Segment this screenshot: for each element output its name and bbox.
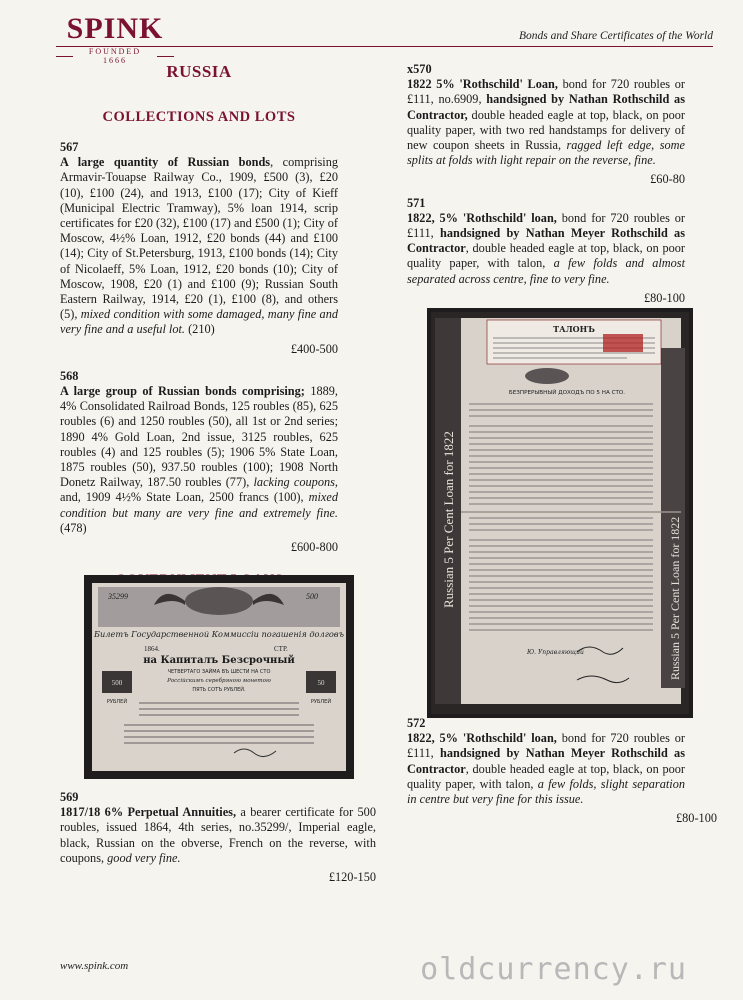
header-rule xyxy=(56,46,713,47)
cert-series: СТР. xyxy=(274,645,288,653)
lot-condition: mixed condition but many are very fine and extremely fine. xyxy=(60,490,338,520)
lot-condition: good very fine. xyxy=(107,850,181,865)
lot-count: (478) xyxy=(60,520,87,535)
lot-estimate: £400-500 xyxy=(290,341,338,356)
red-handstamp xyxy=(603,334,643,352)
lot-body: bond for 720 roubles or £111, xyxy=(407,210,685,241)
lot-estimate: £80-100 xyxy=(676,811,717,826)
denomination-word-right: РУБЛЕЙ xyxy=(310,699,332,705)
lot-571 xyxy=(407,196,685,306)
lot-570 xyxy=(407,62,685,188)
side-title-right: Russian 5 Per Cent Loan for 1822 xyxy=(668,516,682,680)
lot-572-image xyxy=(427,308,693,718)
running-head: Bonds and Share Certificates of the World xyxy=(518,30,713,42)
lot-number: x570 xyxy=(407,62,432,76)
lot-number: 567 xyxy=(60,140,79,154)
lot-body: bond for 720 roubles or £111, no.6909, xyxy=(407,77,685,107)
side-title-left: Russian 5 Per Cent Loan for 1822 xyxy=(441,431,456,608)
lot-count: (210) xyxy=(185,322,215,337)
talon-title: ТАЛОНЪ xyxy=(553,324,595,334)
lot-body: bond for 720 roubles or £111, xyxy=(407,731,685,761)
lot-title: 1822 5% 'Rothschild' Loan, xyxy=(407,77,558,92)
denomination-right: 50 xyxy=(317,679,325,687)
right-column xyxy=(407,62,685,306)
lot-567 xyxy=(60,140,338,357)
lot-estimate: £600-800 xyxy=(290,540,338,555)
lot-572 xyxy=(407,716,717,826)
denomination-left: 500 xyxy=(111,679,123,687)
lot-condition: ragged left edge, some splits at folds with light repair on the reverse, fine. xyxy=(407,138,685,168)
lot-number: 571 xyxy=(407,195,426,210)
signature-label: Ю. Управляющий xyxy=(527,649,584,656)
lot-note: lacking coupons xyxy=(253,475,335,490)
lot-body: , comprising Armavir-Touapse Railway Co., 1909, £500 (3), £20 (10), £100 (24), and 1913, £100 (17); City of Kieff (Municipal Electric Tramway), 5% loan 1914, scrip certificates for £20 (32), £100 (17) and £500 (1); City of Moscow, 4½% Loan, 1912, £20 bonds (44) and £100 (14); City of St.Petersburg, 1913, £100 bonds (14); City of Nicolaeff, 5% Loan, 1912, £20 bonds (10); City of Moscow, 1908, £20 (1) and £100 (9); Russian South Eastern Railway, 1914, £20 (1), £100 (8), and others (5), xyxy=(60,155,338,322)
lot-signature-note: handsigned by Nathan Meyer Rothschild as Contractor xyxy=(407,226,685,256)
cert-line-3: ПЯТЬ СОТЪ РУБЛЕЙ. xyxy=(192,687,246,693)
bond-heading: БЕЗПРЕРЫВНЫЙ ДОХОДЪ ПО 5 НА СТО. xyxy=(508,390,626,396)
lot-body-2: , double headed eagle at top, black, on poor quality paper, with talon, xyxy=(407,761,685,791)
lot-title: A large quantity of Russian bonds xyxy=(60,155,271,170)
lot-body-2: , double headed eagle at top, black, on poor quality paper, with talon, xyxy=(407,241,685,271)
bond-paper xyxy=(461,318,681,704)
footer-url[interactable]: www.spink.com xyxy=(60,960,129,972)
lot-condition: a few folds, slight separation in centre but very fine for this issue. xyxy=(407,776,685,807)
lot-568 xyxy=(60,369,338,555)
lot-number: 572 xyxy=(407,716,426,730)
rothschild-bond-illustration xyxy=(427,308,693,718)
lot-signature-note: handsigned by Nathan Rothschild as Contractor, xyxy=(407,92,685,122)
lot-condition: mixed condition with some damaged, many fine and very fine and a useful lot. xyxy=(60,307,338,337)
lot-body: a bearer certificate for 500 roubles, issued 1864, 4th series, no.35299/, Imperial eagle, black, Russian on the obverse, French on the reverse, with coupons, xyxy=(60,805,376,865)
imperial-eagle-icon xyxy=(185,587,253,615)
logo-wordmark: SPINK xyxy=(66,12,164,45)
bond-certificate-illustration xyxy=(84,575,354,779)
left-column xyxy=(60,62,338,589)
section-title-russia: RUSSIA xyxy=(166,62,232,81)
lot-description xyxy=(60,384,338,536)
cert-year: 1864. xyxy=(144,645,160,653)
lot-title: A large group of Russian bonds comprising; xyxy=(60,384,305,399)
watermark: oldcurrency.ru xyxy=(420,952,687,987)
denomination-word-left: РУБЛЕЙ xyxy=(106,699,128,705)
cert-line-2: Россiйскимъ серебряною монетою xyxy=(167,678,271,684)
lot-body: 1889, 4% Consolidated Railroad Bonds, 125 roubles (85), 625 roubles (6) and 1250 roubles (50), all 1st or 2nd series; 1890 4% Gold Loan, 2nd issue, 3125 roubles, 625 roubles (4) and 125 roubles (5); 1906 5% State Loan, 1875 roubles (50), 937.50 roubles (100); 1908 North Donetz Railway, 187.50 roubles (77), xyxy=(60,384,338,490)
cert-number-right: 500 xyxy=(306,592,318,601)
lot-body-2: double headed eagle at top, black, on poor quality paper, with two red handstamps for delivery of new coupon sheets in Russia, xyxy=(407,107,685,153)
cert-script-title: Билетъ Государственной Коммиссiи погашенiя долговъ xyxy=(94,629,344,639)
lot-number: 568 xyxy=(60,368,79,383)
lot-body-2: , and, 1909 4½% State Loan, 2500 francs (100), xyxy=(60,475,338,505)
lot-description xyxy=(60,155,338,337)
lot-description xyxy=(407,77,685,168)
double-eagle-icon xyxy=(525,368,569,384)
lot-569 xyxy=(60,790,376,885)
lot-title: 1822, 5% 'Rothschild' loan, xyxy=(407,731,557,746)
cert-big-title: на Капиталъ Безсрочный xyxy=(143,655,295,666)
lot-title: 1822, 5% 'Rothschild' loan, xyxy=(407,210,557,225)
lot-estimate: £80-100 xyxy=(644,290,685,305)
lot-estimate: £120-150 xyxy=(328,870,376,885)
subsection-title-collections: COLLECTIONS AND LOTS xyxy=(102,109,296,125)
cert-line-1: ЧЕТВЕРТАГО ЗАЙМА ВЪ ШЕСТИ НА СТО xyxy=(167,669,271,675)
lot-condition: a few folds and almost separated across centre, fine to very fine. xyxy=(407,256,685,286)
lot-estimate: £60-80 xyxy=(650,172,685,187)
lot-description xyxy=(407,731,685,807)
lot-number: 569 xyxy=(60,790,79,804)
cert-number-left: 35299 xyxy=(108,592,128,601)
spink-logo xyxy=(56,14,174,65)
lot-signature-note: handsigned by Nathan Meyer Rothschild as Contractor xyxy=(407,746,685,776)
lot-569-image xyxy=(84,575,354,779)
lot-description xyxy=(407,211,685,287)
lot-title: 1817/18 6% Perpetual Annuities, xyxy=(60,805,237,820)
lot-description xyxy=(60,805,376,866)
logo-founded: FOUNDED 1666 xyxy=(56,47,174,65)
